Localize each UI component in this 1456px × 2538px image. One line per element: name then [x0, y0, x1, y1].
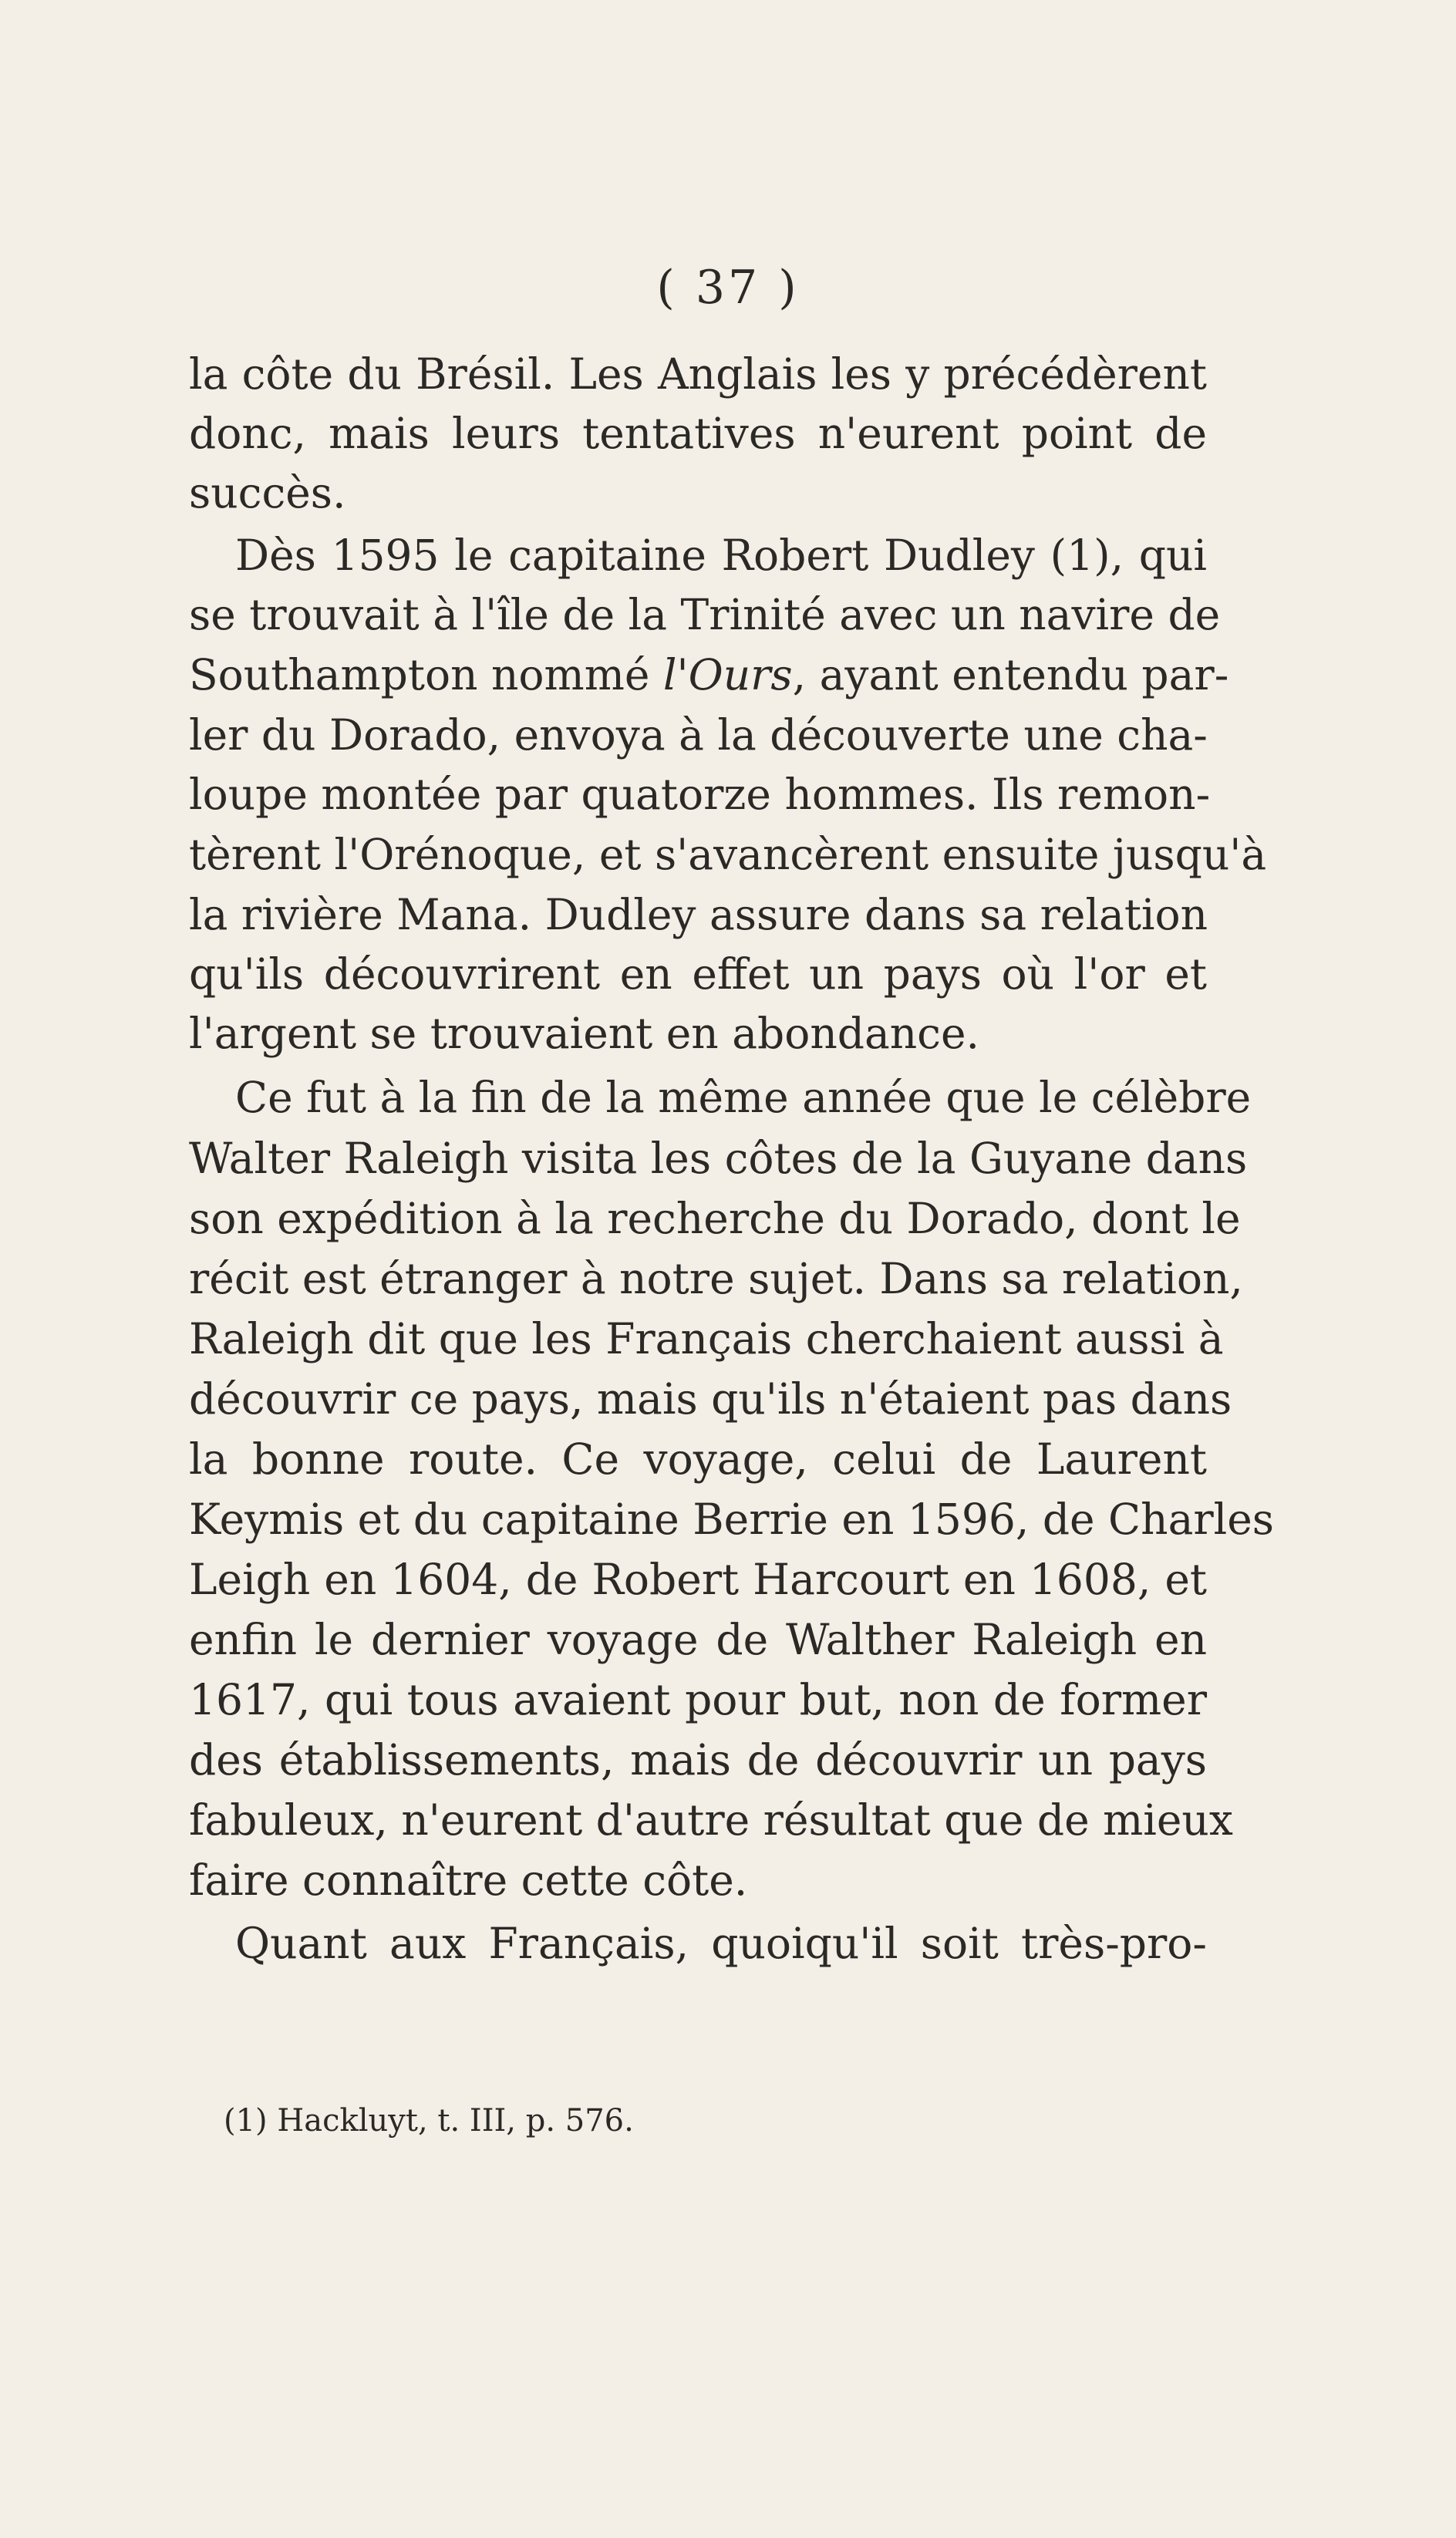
text-line: Dès 1595 le capitaine Robert Dudley (1), qui [235, 531, 1207, 580]
text-line: Leigh en 1604, de Robert Harcourt en 1608, et [189, 1555, 1207, 1604]
text-line: loupe montée par quatorze hommes. Ils remon- [189, 770, 1211, 819]
text-line: 1617, qui tous avaient pour but, non de former [189, 1675, 1207, 1724]
text-line: faire connaître cette côte. [189, 1855, 748, 1905]
text-line: ler du Dorado, envoya à la découverte une cha- [189, 710, 1208, 760]
text-line: Keymis et du capitaine Berrie en 1596, de Charles [189, 1495, 1275, 1544]
text-line: donc, mais leurs tentatives n'eurent point de [189, 409, 1207, 458]
text-line: Quant aux Français, quoiqu'il soit très-pro- [235, 1919, 1207, 1968]
text-segment: , ayant entendu par- [792, 650, 1229, 699]
text-line: succès. [189, 468, 346, 517]
text-line: enfin le dernier voyage de Walther Raleigh en [189, 1615, 1207, 1664]
text-line: tèrent l'Orénoque, et s'avancèrent ensuite jusqu'à [189, 830, 1267, 879]
text-line: Ce fut à la fin de la même année que le célèbre [235, 1073, 1252, 1122]
text-line: récit est étranger à notre sujet. Dans sa relation, [189, 1254, 1243, 1303]
footnote: (1) Hackluyt, t. III, p. 576. [224, 2103, 634, 2139]
text-segment: Southampton nommé [189, 650, 663, 699]
text-line: l'argent se trouvaient en abondance. [189, 1009, 979, 1058]
page-number: ( 37 ) [656, 261, 800, 315]
text-line: la côte du Brésil. Les Anglais les y précédèrent [189, 349, 1207, 399]
text-line: la bonne route. Ce voyage, celui de Laurent [189, 1434, 1207, 1484]
text-line: son expédition à la recherche du Dorado, dont le [189, 1194, 1241, 1243]
ship-name: l'Ours [662, 650, 793, 699]
text-line [189, 644, 1229, 706]
text-line: fabuleux, n'eurent d'autre résultat que de mieux [189, 1795, 1233, 1845]
text-line: Raleigh dit que les Français cherchaient aussi à [189, 1314, 1224, 1363]
text-line: qu'ils découvrirent en effet un pays où l'or et [189, 949, 1207, 999]
text-line: des établissements, mais de découvrir un pays [189, 1735, 1207, 1785]
text-line: découvrir ce pays, mais qu'ils n'étaient pas dans [189, 1374, 1232, 1424]
text-line: la rivière Mana. Dudley assure dans sa relation [189, 890, 1208, 939]
text-line: Walter Raleigh visita les côtes de la Guyane dans [189, 1134, 1248, 1183]
text-line: se trouvait à l'île de la Trinité avec un navire de [189, 590, 1221, 639]
